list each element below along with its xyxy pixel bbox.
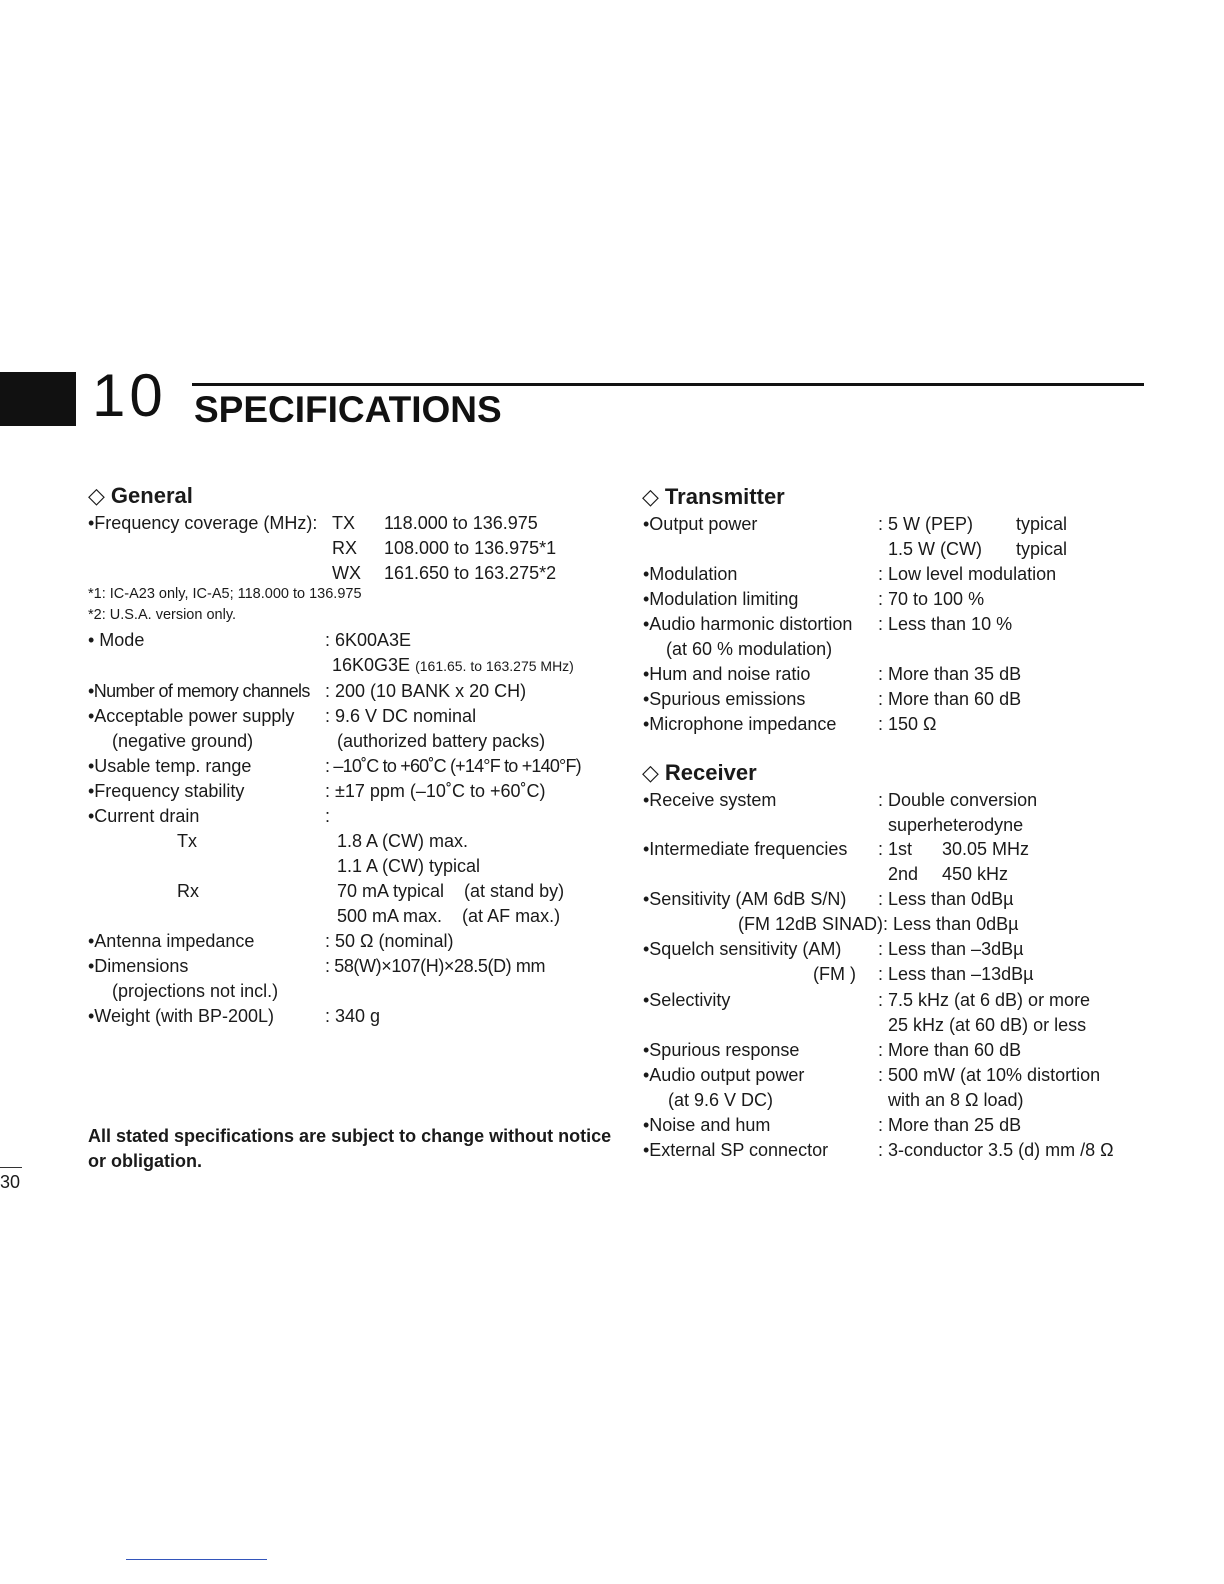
freq-value-tx: 118.000 to 136.975 <box>384 513 538 533</box>
receive-system-value: : Double conversion <box>878 790 1038 810</box>
sensitivity-label: •Sensitivity (AM 6dB S/N) <box>643 889 847 909</box>
footnote-2: *2: U.S.A. version only. <box>88 607 237 623</box>
mode-label: • Mode <box>88 630 145 650</box>
if-label: •Intermediate frequencies <box>643 839 848 859</box>
receive-system-label: •Receive system <box>643 790 777 810</box>
spurious-emissions-value: : More than 60 dB <box>878 689 1022 709</box>
antenna-label: •Antenna impedance <box>88 931 255 951</box>
hum-noise-label: •Hum and noise ratio <box>643 664 811 684</box>
sensitivity-fm: (FM 12dB SINAD): Less than 0dBµ <box>738 914 1019 934</box>
sensitivity-value: : Less than 0dBµ <box>878 889 1014 909</box>
audio-distortion-value: : Less than 10 % <box>878 614 1013 634</box>
if-value-1b: 30.05 MHz <box>942 839 1030 859</box>
audio-output-label: •Audio output power <box>643 1065 805 1085</box>
drain-tx-2: 1.1 A (CW) typical <box>337 856 481 876</box>
receive-system-value-2: superheterodyne <box>888 815 1024 835</box>
page-number-rule <box>0 1167 22 1168</box>
diamond-icon: ◇ <box>88 483 105 508</box>
drain-tx-1: 1.8 A (CW) max. <box>337 831 469 851</box>
notice-text: All stated specifications are subject to change without notice or obligation. <box>88 1126 612 1171</box>
output-power-label: •Output power <box>643 514 758 534</box>
temp-value: : –10˚C to +60˚C (+14°F to +140°F) <box>325 756 581 776</box>
spurious-response-value: : More than 60 dB <box>878 1040 1022 1060</box>
freq-coverage-label: •Frequency coverage (MHz): <box>88 513 318 533</box>
output-power-value-1b: typical <box>1016 514 1068 534</box>
audio-distortion-label: •Audio harmonic distortion <box>643 614 853 634</box>
audio-output-label-2: (at 9.6 V DC) <box>668 1090 774 1110</box>
stability-label: •Frequency stability <box>88 781 245 801</box>
if-value-2a: 2nd <box>888 864 919 884</box>
ext-sp-value: : 3-conductor 3.5 (d) mm /8 Ω <box>878 1140 1114 1160</box>
squelch-label: •Squelch sensitivity (AM) <box>643 939 842 959</box>
memory-label: •Number of memory channels <box>88 681 310 701</box>
power-label: •Acceptable power supply <box>88 706 295 726</box>
stability-value: : ±17 ppm (–10˚C to +60˚C) <box>325 781 546 801</box>
audio-output-value-2: with an 8 Ω load) <box>888 1090 1024 1110</box>
selectivity-value: : 7.5 kHz (at 6 dB) or more <box>878 990 1091 1010</box>
output-power-value-1: : 5 W (PEP) <box>878 514 974 534</box>
power-value-2: (authorized battery packs) <box>337 731 546 751</box>
dimensions-label-2: (projections not incl.) <box>112 981 279 1001</box>
output-power-value-2: 1.5 W (CW) <box>888 539 982 559</box>
general-heading-text: General <box>110 483 193 508</box>
mode-value-1: : 6K00A3E <box>325 630 412 650</box>
dimensions-label: •Dimensions <box>88 956 189 976</box>
power-label-2: (negative ground) <box>112 731 254 751</box>
footnote-1: *1: IC-A23 only, IC-A5; 118.000 to 136.975 <box>88 586 362 602</box>
dimensions-value: : 58(W)×107(H)×28.5(D) mm <box>325 956 546 976</box>
freq-band-wx: WX <box>332 563 361 583</box>
diamond-icon: ◇ <box>642 484 659 509</box>
freq-band-tx: TX <box>332 513 356 533</box>
drain-colon: : <box>325 806 331 826</box>
if-value-1a: : 1st <box>878 839 913 859</box>
weight-value: : 340 g <box>325 1006 381 1026</box>
mode-value-2 <box>332 655 574 676</box>
modulation-limiting-value: : 70 to 100 % <box>878 589 985 609</box>
ext-sp-label: •External SP connector <box>643 1140 829 1160</box>
modulation-value: : Low level modulation <box>878 564 1057 584</box>
diamond-icon: ◇ <box>642 760 659 785</box>
freq-band-rx: RX <box>332 538 358 558</box>
hum-noise-value: : More than 35 dB <box>878 664 1022 684</box>
weight-label: •Weight (with BP-200L) <box>88 1006 275 1026</box>
memory-value: : 200 (10 BANK x 20 CH) <box>325 681 527 701</box>
noise-hum-label: •Noise and hum <box>643 1115 771 1135</box>
page-number: 30 <box>0 1172 21 1192</box>
transmitter-heading <box>642 484 785 510</box>
drain-rx-2: 500 mA max. (at AF max.) <box>337 906 561 926</box>
receiver-heading-text: Receiver <box>664 760 757 785</box>
chapter-tab-block <box>0 372 76 426</box>
chapter-title: SPECIFICATIONS <box>194 389 502 430</box>
drain-rx-1: 70 mA typical (at stand by) <box>337 881 565 901</box>
chapter-rule <box>192 383 1144 386</box>
transmitter-heading-text: Transmitter <box>664 484 785 509</box>
general-heading <box>88 483 193 509</box>
squelch-value-2: : Less than –13dBµ <box>878 964 1034 984</box>
bottom-rule <box>126 1559 267 1560</box>
temp-label: •Usable temp. range <box>88 756 252 776</box>
squelch-label-2: (FM ) <box>813 964 856 984</box>
mode-value-2-note: (161.65. to 163.275 MHz) <box>415 658 574 674</box>
microphone-impedance-label: •Microphone impedance <box>643 714 837 734</box>
if-value-2b: 450 kHz <box>942 864 1009 884</box>
selectivity-label: •Selectivity <box>643 990 731 1010</box>
receiver-heading <box>642 760 757 786</box>
chapter-number: 10 <box>92 362 167 429</box>
selectivity-value-2: 25 kHz (at 60 dB) or less <box>888 1015 1087 1035</box>
modulation-limiting-label: •Modulation limiting <box>643 589 799 609</box>
modulation-label: •Modulation <box>643 564 738 584</box>
noise-hum-value: : More than 25 dB <box>878 1115 1022 1135</box>
mode-value-2-text: 16K0G3E <box>332 655 411 675</box>
squelch-value: : Less than –3dBµ <box>878 939 1024 959</box>
drain-label: •Current drain <box>88 806 200 826</box>
antenna-value: : 50 Ω (nominal) <box>325 931 454 951</box>
drain-tx-label: Tx <box>177 831 197 851</box>
audio-distortion-label-2: (at 60 % modulation) <box>666 639 833 659</box>
spurious-emissions-label: •Spurious emissions <box>643 689 806 709</box>
output-power-value-2b: typical <box>1016 539 1068 559</box>
audio-output-value: : 500 mW (at 10% distortion <box>878 1065 1101 1085</box>
spurious-response-label: •Spurious response <box>643 1040 800 1060</box>
drain-rx-label: Rx <box>177 881 199 901</box>
freq-value-rx: 108.000 to 136.975*1 <box>384 538 557 558</box>
power-value: : 9.6 V DC nominal <box>325 706 477 726</box>
freq-value-wx: 161.650 to 163.275*2 <box>384 563 557 583</box>
microphone-impedance-value: : 150 Ω <box>878 714 937 734</box>
